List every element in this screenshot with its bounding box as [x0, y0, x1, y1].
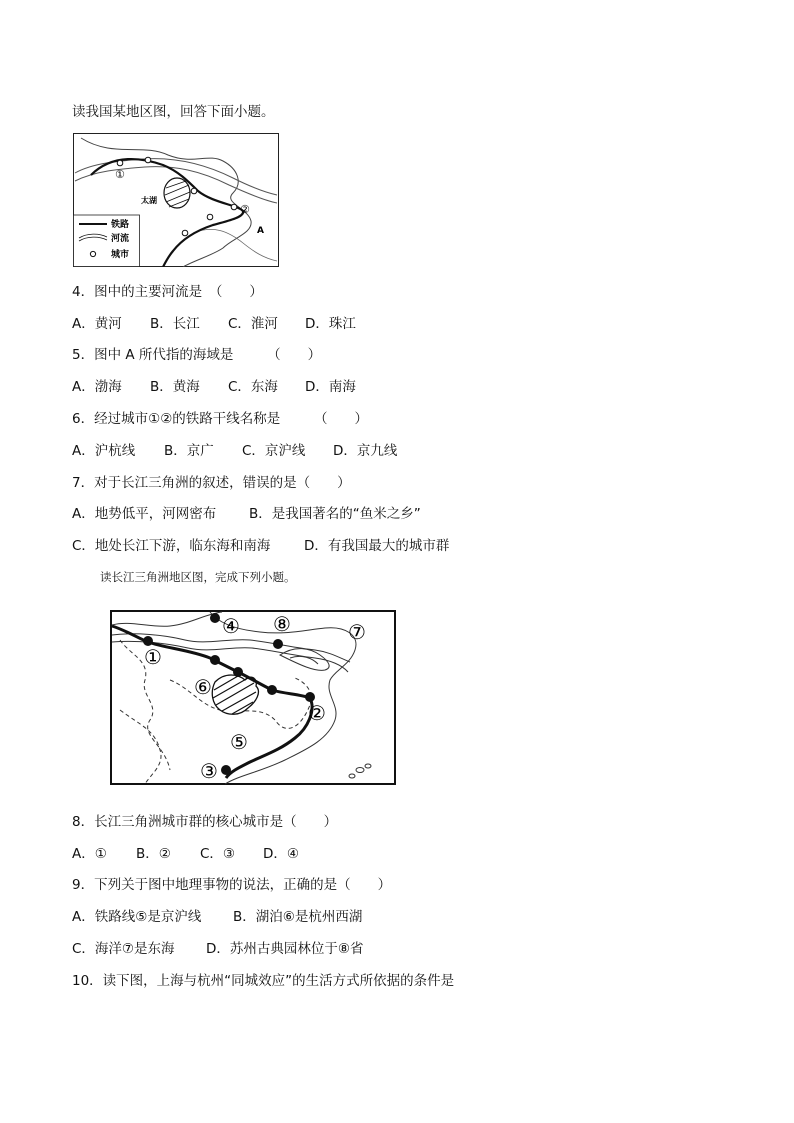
map2-label-4: ④	[222, 614, 240, 638]
intro-text-2: 读长江三角洲地区图，完成下列小题。	[100, 570, 296, 584]
q6-option-d: D．京九线	[333, 443, 398, 459]
question-10-stem: 10．读下图，上海与杭州“同城效应”的生活方式所依据的条件是	[72, 973, 455, 989]
question-8-stem: 8．长江三角洲城市群的核心城市是（ ）	[72, 814, 338, 830]
question-6-stem: 6．经过城市①②的铁路干线名称是 （ ）	[72, 411, 369, 427]
map2-label-3: ③	[200, 759, 218, 783]
q7-option-b: B．是我国著名的“鱼米之乡”	[249, 506, 421, 522]
map2-label-6: ⑥	[194, 675, 212, 699]
q9-option-d: D．苏州古典园林位于⑧省	[206, 941, 364, 957]
q4-option-c: C．淮河	[228, 316, 278, 332]
q8-option-d: D．④	[263, 846, 299, 862]
intro-text-1: 读我国某地区图，回答下面小题。	[72, 104, 275, 120]
map1-legend-box	[74, 215, 140, 267]
q9-option-c: C．海洋⑦是东海	[72, 941, 175, 957]
map-2-svg	[110, 610, 396, 785]
map2-label-2: ②	[308, 701, 326, 725]
map2-label-8: ⑧	[273, 612, 291, 636]
q6-option-a: A．沪杭线	[72, 443, 136, 459]
map1-label-city2: ②	[240, 203, 250, 216]
q5-option-c: C．东海	[228, 379, 278, 395]
q8-option-a: A．①	[72, 846, 107, 862]
q5-option-d: D．南海	[305, 379, 356, 395]
map1-label-lake: 太湖	[141, 196, 157, 205]
q4-option-d: D．珠江	[305, 316, 356, 332]
map-figure-1	[73, 133, 279, 267]
legend-railway-label: 铁路	[111, 220, 130, 230]
question-5-stem: 5．图中 A 所代指的海域是 （ ）	[72, 347, 322, 363]
question-4-stem: 4．图中的主要河流是 （ ）	[72, 284, 263, 300]
q6-option-b: B．京广	[164, 443, 214, 459]
map2-label-1: ①	[144, 645, 162, 669]
map-1-svg	[73, 133, 279, 267]
q9-option-a: A．铁路线⑤是京沪线	[72, 909, 202, 925]
q6-option-c: C．京沪线	[242, 443, 306, 459]
map2-label-7: ⑦	[348, 620, 366, 644]
q7-option-d: D．有我国最大的城市群	[304, 538, 450, 554]
map1-label-sea: A	[257, 226, 264, 236]
legend-city-label: 城市	[111, 250, 130, 260]
q7-option-a: A．地势低平，河网密布	[72, 506, 217, 522]
legend-river-label: 河流	[111, 234, 130, 244]
map-figure-2	[110, 610, 396, 785]
q4-option-b: B．长江	[150, 316, 200, 332]
map2-label-5: ⑤	[230, 730, 248, 754]
map1-label-city1: ①	[115, 168, 125, 181]
q7-option-c: C．地处长江下游，临东海和南海	[72, 538, 271, 554]
question-7-stem: 7．对于长江三角洲的叙述，错误的是（ ）	[72, 475, 351, 491]
q5-option-a: A．渤海	[72, 379, 122, 395]
q5-option-b: B．黄海	[150, 379, 200, 395]
q4-option-a: A．黄河	[72, 316, 122, 332]
q8-option-b: B．②	[136, 846, 171, 862]
q9-option-b: B．湖泊⑥是杭州西湖	[233, 909, 363, 925]
q8-option-c: C．③	[200, 846, 236, 862]
question-9-stem: 9．下列关于图中地理事物的说法，正确的是（ ）	[72, 877, 392, 893]
